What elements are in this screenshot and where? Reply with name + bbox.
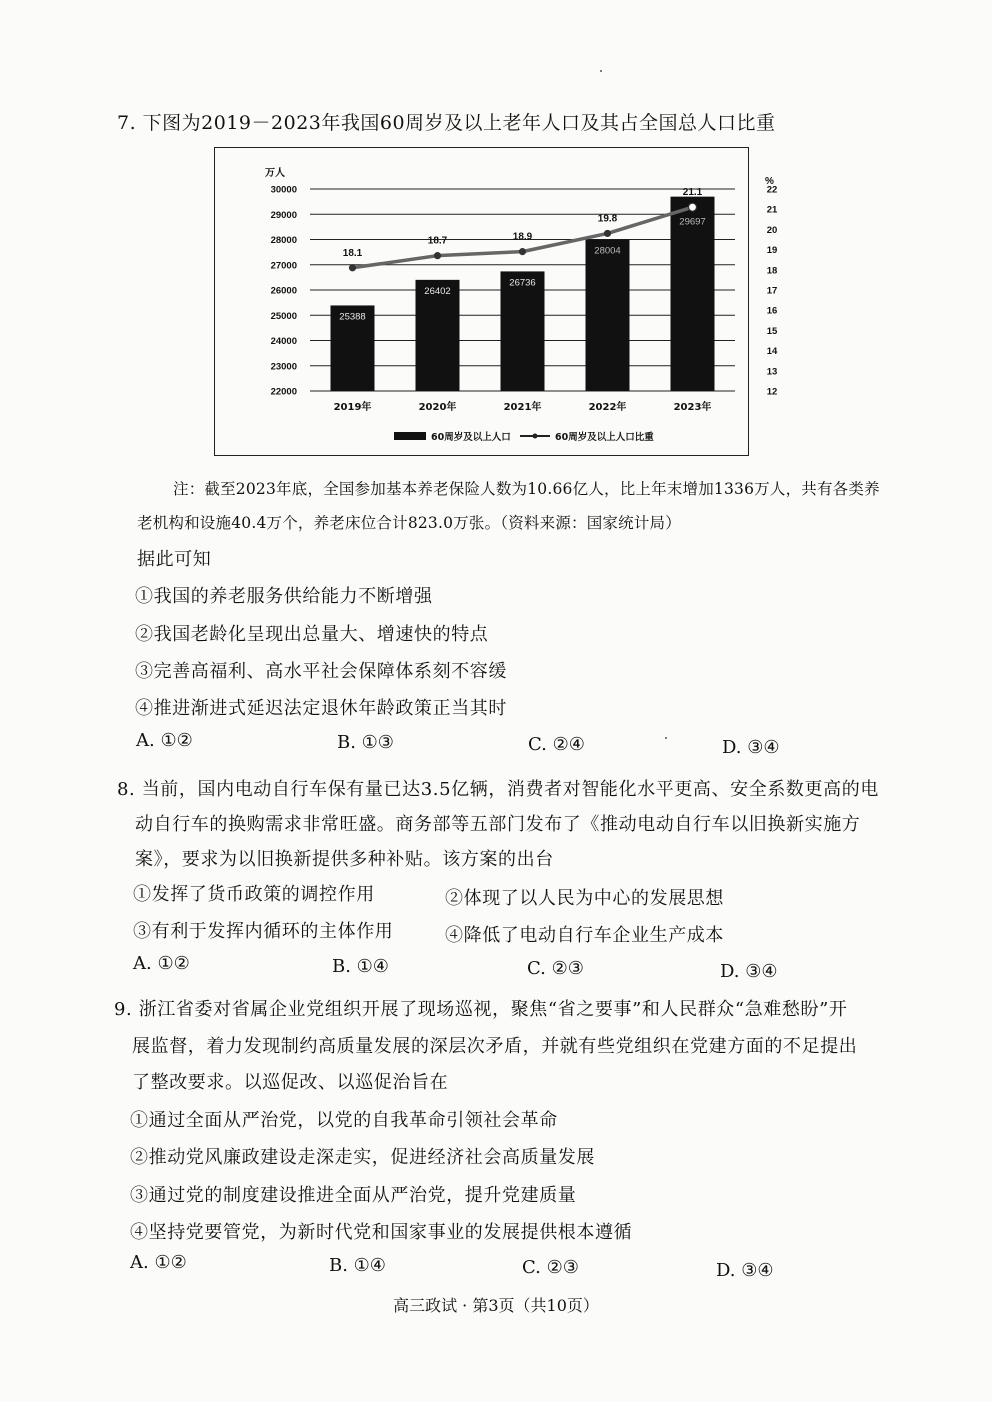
q8-statement-3: ③有利于发挥内循环的主体作用 <box>133 921 394 942</box>
chart-ratio-data-label: 18.9 <box>512 231 533 243</box>
q9-option-a[interactable]: A. ①② <box>130 1252 187 1273</box>
chart-left-tick-label: 26000 <box>270 285 297 297</box>
chart-category-label: 2020年 <box>418 402 457 413</box>
chart-ratio-point <box>435 253 441 259</box>
chart-ratio-data-label: 19.8 <box>597 213 618 225</box>
q7-option-c[interactable]: C. ②④ <box>528 734 585 755</box>
chart-category-label: 2022年 <box>588 402 627 413</box>
q9-option-d[interactable]: D. ③④ <box>716 1260 774 1281</box>
chart-left-tick-label: 25000 <box>270 310 297 322</box>
chart-right-tick-label: 18 <box>766 265 778 277</box>
q7-option-d[interactable]: D. ③④ <box>722 737 780 758</box>
q7-statement-2: ②我国老龄化呈现出总量大、增速快的特点 <box>135 624 489 645</box>
q7-statement-3: ③完善高福利、高水平社会保障体系刻不容缓 <box>135 661 507 682</box>
q8-line-1: 8. 当前，国内电动自行车保有量已达3.5亿辆，消费者对智能化水平更高、安全系数更高的电 <box>117 779 879 800</box>
q7-note-line1: 注：截至2023年底，全国参加基本养老保险人数为10.66亿人，比上年末增加1336万人，共有各类养 <box>173 480 880 498</box>
chart-ratio-data-label: 21.1 <box>682 187 703 199</box>
q8-statement-4: ④降低了电动自行车企业生产成本 <box>445 925 724 946</box>
chart-right-tick-label: 20 <box>766 224 778 236</box>
q8-option-c[interactable]: C. ②③ <box>527 958 584 979</box>
q9-line-3: 了整改要求。以巡促改、以巡促治旨在 <box>132 1072 449 1093</box>
q9-statement-3: ③通过党的制度建设推进全面从严治党，提升党建质量 <box>130 1185 577 1206</box>
q9-statement-4: ④坚持党要管党，为新时代党和国家事业的发展提供根本遵循 <box>130 1222 633 1243</box>
chart-right-tick-label: 14 <box>766 346 778 358</box>
page-footer: 高三政试 · 第3页（共10页） <box>393 1296 599 1315</box>
q7-stem: 据此可知 <box>137 549 212 570</box>
q8-option-a[interactable]: A. ①② <box>133 953 190 974</box>
q8-statement-1: ①发挥了货币政策的调控作用 <box>133 884 375 905</box>
chart-right-tick-label: 17 <box>766 285 778 297</box>
chart-legend-bar-label: 60周岁及以上人口 <box>431 432 511 443</box>
chart-left-tick-label: 24000 <box>270 336 297 347</box>
chart-bar-data-label: 25388 <box>339 311 366 323</box>
chart-legend-line-label: 60周岁及以上人口比重 <box>555 432 654 443</box>
chart-right-tick-label: 16 <box>766 305 778 317</box>
chart-right-tick-label: 22 <box>766 184 778 196</box>
chart-category-label: 2023年 <box>673 402 712 413</box>
chart-left-axis-label: 万人 <box>265 168 285 179</box>
chart-bar <box>586 239 630 391</box>
population-chart <box>215 148 778 455</box>
q8-option-b[interactable]: B. ①④ <box>332 956 389 977</box>
q7-note-line2: 老机构和设施40.4万个，养老床位合计823.0万张。（资料来源：国家统计局） <box>137 514 681 532</box>
chart-bar <box>501 271 545 391</box>
chart-frame <box>214 147 778 456</box>
chart-right-tick-label: 19 <box>766 245 778 257</box>
chart-category-label: 2021年 <box>503 402 542 413</box>
chart-left-tick-label: 30000 <box>270 184 297 196</box>
chart-left-tick-label: 22000 <box>270 386 297 398</box>
chart-left-tick-label: 27000 <box>270 260 297 272</box>
chart-right-tick-label: 12 <box>766 386 778 398</box>
q9-statement-2: ②推动党风廉政建设走深走实，促进经济社会高质量发展 <box>130 1147 595 1168</box>
chart-ratio-point <box>605 230 611 236</box>
chart-right-tick-label: 21 <box>766 204 778 216</box>
chart-right-tick-label: 15 <box>766 325 778 337</box>
scan-speck <box>600 70 602 72</box>
chart-ratio-point <box>520 249 526 255</box>
q9-statement-1: ①通过全面从严治党，以党的自我革命引领社会革命 <box>130 1110 558 1131</box>
chart-legend-line-marker <box>533 434 538 439</box>
chart-left-tick-label: 29000 <box>270 209 297 221</box>
chart-legend-bar-swatch <box>394 432 426 440</box>
chart-left-tick-label: 28000 <box>270 235 297 246</box>
q8-statement-2: ②体现了以人民为中心的发展思想 <box>445 888 724 909</box>
q7-statement-1: ①我国的养老服务供给能力不断增强 <box>135 586 433 607</box>
chart-right-tick-label: 13 <box>766 366 778 378</box>
q7-statement-4: ④推进渐进式延迟法定退休年龄政策正当其时 <box>135 698 507 719</box>
q7-option-b[interactable]: B. ①③ <box>337 732 394 753</box>
chart-bar-data-label: 26402 <box>424 285 451 297</box>
q7-title: 7. 下图为2019－2023年我国60周岁及以上老年人口及其占全国总人口比重 <box>117 112 776 134</box>
chart-bar-data-label: 26736 <box>509 277 536 289</box>
scan-speck <box>665 737 667 739</box>
chart-bar-data-label: 29697 <box>679 216 706 228</box>
chart-bar-data-label: 28004 <box>594 245 621 257</box>
chart-ratio-point <box>350 265 356 271</box>
chart-left-tick-label: 23000 <box>270 361 297 373</box>
chart-ratio-data-label: 18.1 <box>342 247 363 259</box>
q8-line-3: 案》，要求为以旧换新提供多种补贴。该方案的出台 <box>135 849 554 870</box>
q9-option-c[interactable]: C. ②③ <box>522 1257 579 1278</box>
q8-line-2: 动自行车的换购需求非常旺盛。商务部等五部门发布了《推动电动自行车以旧换新实施方 <box>135 814 861 835</box>
q8-option-d[interactable]: D. ③④ <box>720 961 778 982</box>
chart-right-axis-label: % <box>765 176 774 187</box>
q9-option-b[interactable]: B. ①④ <box>329 1255 386 1276</box>
chart-ratio-point <box>689 203 697 211</box>
chart-category-label: 2019年 <box>333 402 372 413</box>
q7-option-a[interactable]: A. ①② <box>136 730 193 751</box>
q9-line-1: 9. 浙江省委对省属企业党组织开展了现场巡视，聚焦“省之要事”和人民群众“急难愁盼”开 <box>114 999 848 1020</box>
chart-ratio-data-label: 18.7 <box>427 235 448 247</box>
q9-line-2: 展监督，着力发现制约高质量发展的深层次矛盾，并就有些党组织在党建方面的不足提出 <box>132 1036 858 1057</box>
